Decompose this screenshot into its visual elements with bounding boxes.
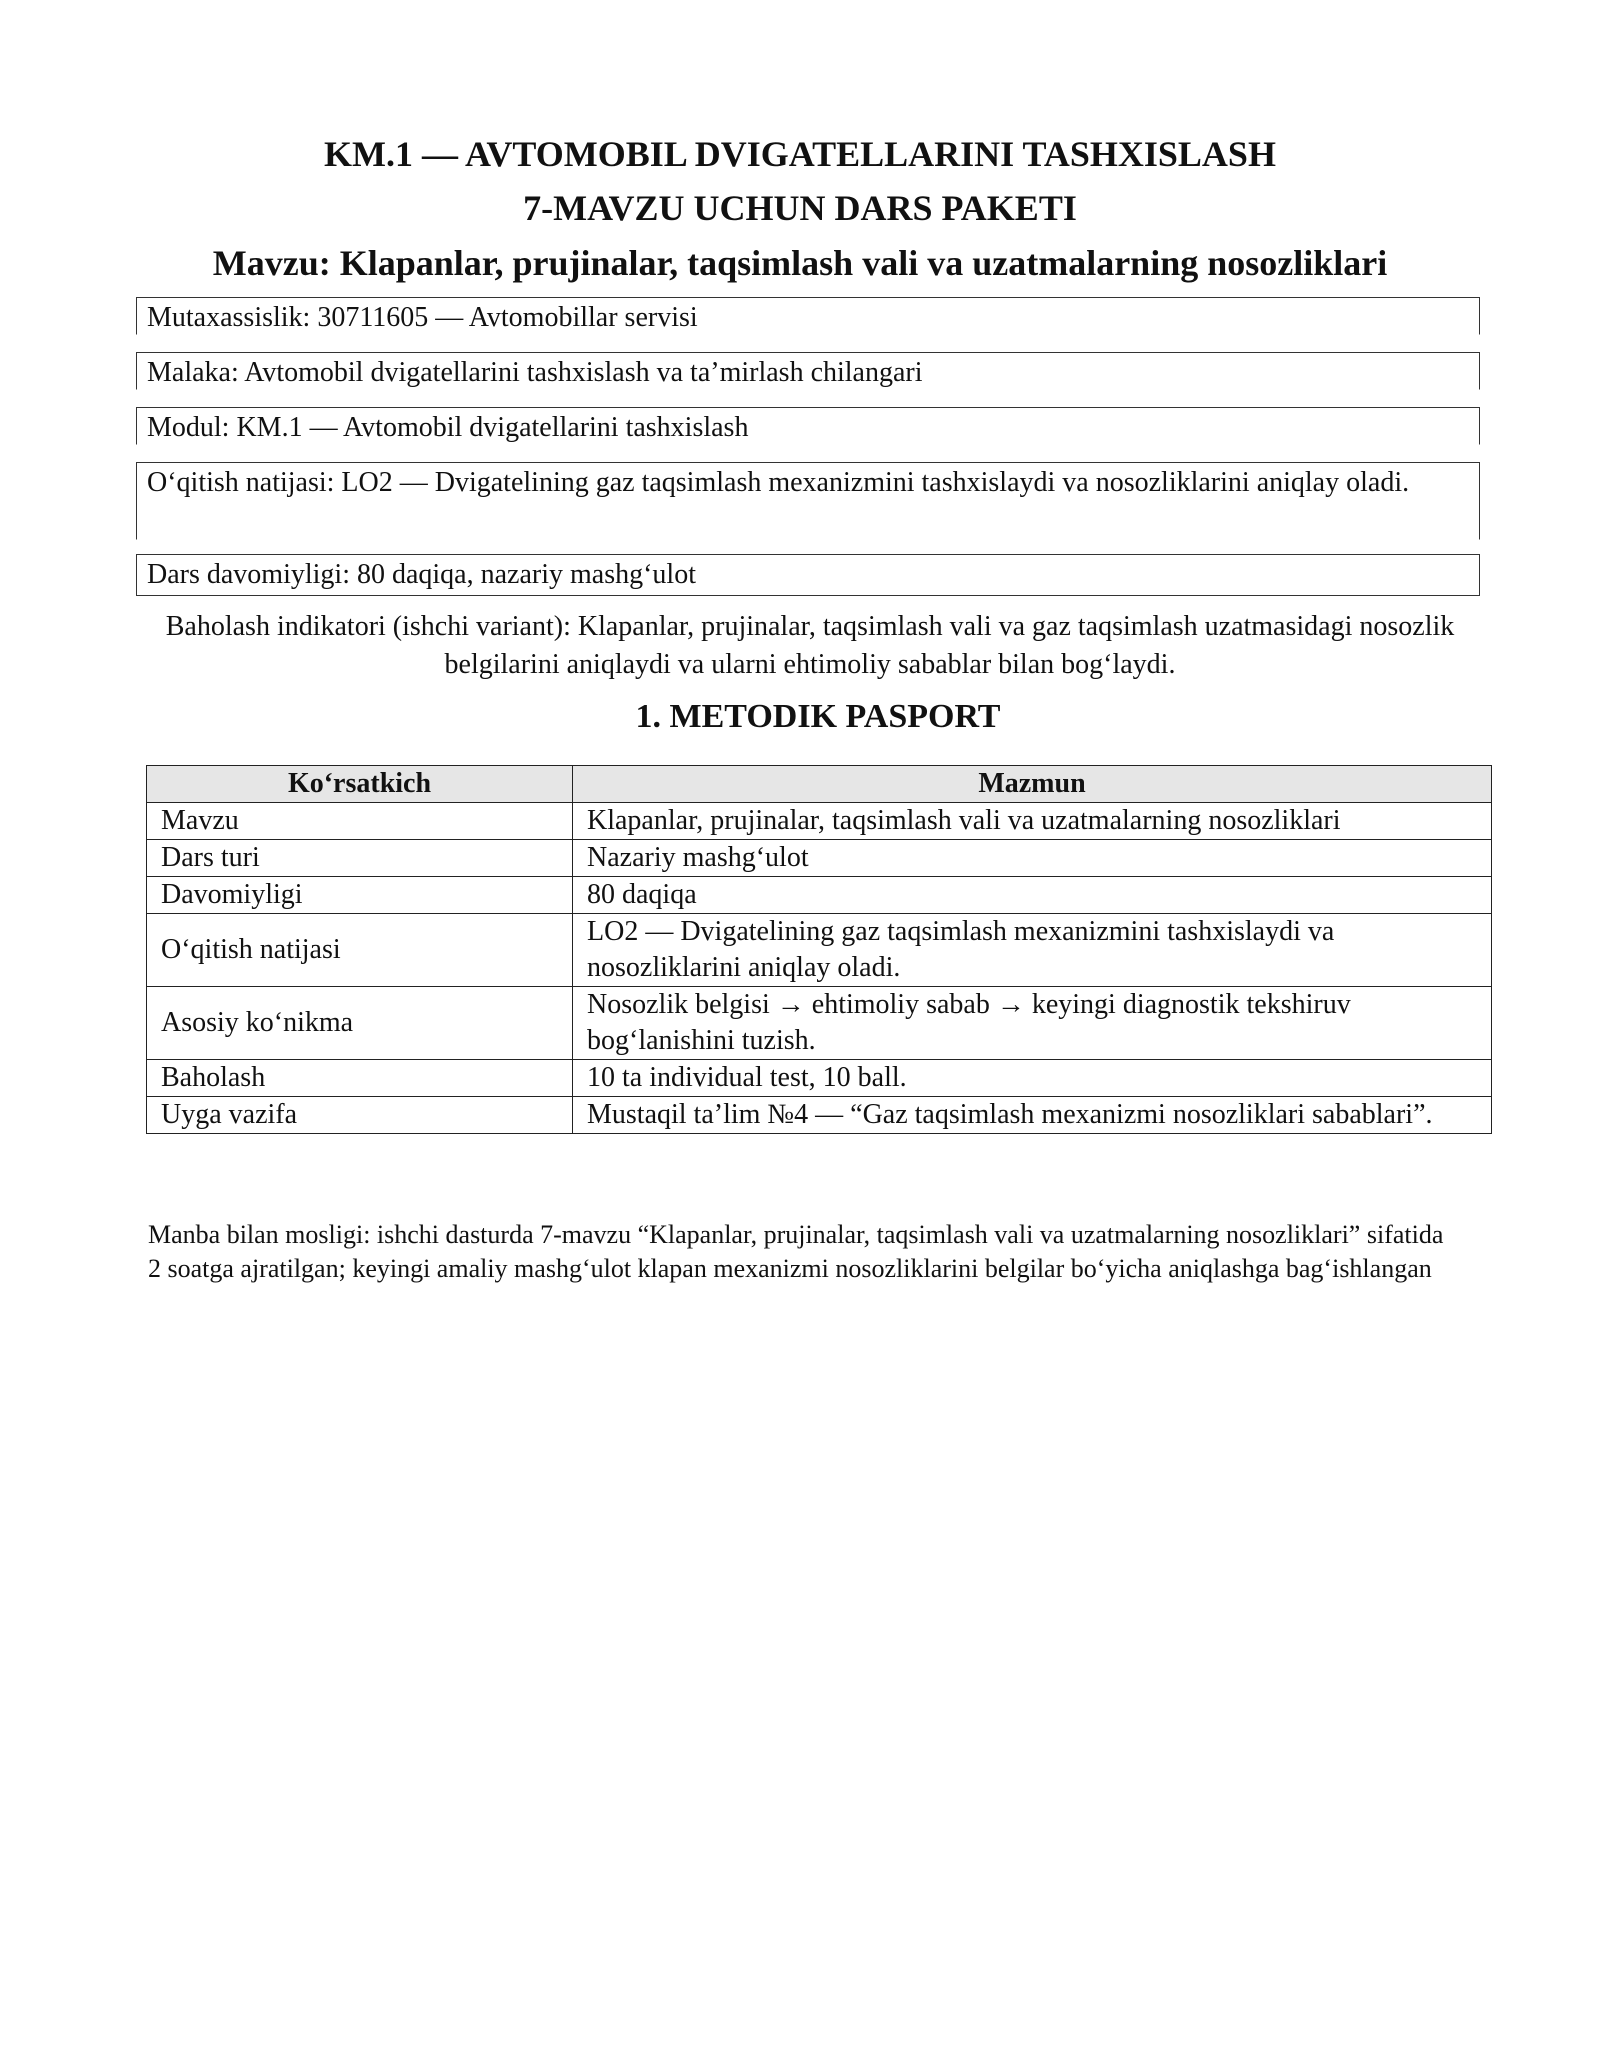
table-cell-value: 10 ta individual test, 10 ball. xyxy=(573,1060,1492,1097)
table-cell-label: Uyga vazifa xyxy=(147,1097,573,1134)
section-heading: 1. METODIK PASPORT xyxy=(635,698,1001,735)
table-header-row xyxy=(147,766,1492,803)
document-title: KM.1 — AVTOMOBIL DVIGATELLARINI TASHXISLASH xyxy=(324,134,1276,174)
assessment-indicator: Baholash indikatori (ishchi variant): Klapanlar, prujinalar, taqsimlash vali va gaz taqsimlash uzatmasidagi nosozlik belgilarini aniqlaydi va ularni ehtimoliy sabablar bilan bog‘laydi. xyxy=(165,611,1455,680)
methodic-passport-table xyxy=(146,765,1492,1134)
qualification-box: Malaka: Avtomobil dvigatellarini tashxislash va ta’mirlash chilangari xyxy=(136,352,1480,390)
table-cell-label: Baholash xyxy=(147,1060,573,1097)
document-subtitle: 7-MAVZU UCHUN DARS PAKETI xyxy=(523,188,1077,228)
table-row xyxy=(147,803,1492,840)
table-row xyxy=(147,987,1492,1060)
table-row xyxy=(147,1060,1492,1097)
table-cell-value: Klapanlar, prujinalar, taqsimlash vali va uzatmalarning nosozliklari xyxy=(573,803,1492,840)
table-cell-value: 80 daqiqa xyxy=(573,877,1492,914)
table-cell-label: Asosiy ko‘nikma xyxy=(147,987,573,1060)
table-row xyxy=(147,914,1492,987)
learning-outcome-box: O‘qitish natijasi: LO2 — Dvigatelining gaz taqsimlash mexanizmini tashxislaydi va nosozliklarini aniqlay oladi. xyxy=(136,462,1480,540)
table-cell-label: O‘qitish natijasi xyxy=(147,914,573,987)
column-header-content: Mazmun xyxy=(573,766,1492,803)
lesson-duration-box: Dars davomiyligi: 80 daqiqa, nazariy mashg‘ulot xyxy=(136,554,1480,596)
table-row xyxy=(147,877,1492,914)
table-row xyxy=(147,840,1492,877)
topic-title: Mavzu: Klapanlar, prujinalar, taqsimlash vali va uzatmalarning nosozliklari xyxy=(212,243,1388,283)
table-cell-label: Dars turi xyxy=(147,840,573,877)
table-cell-value: Nosozlik belgisi → ehtimoliy sabab → keyingi diagnostik tekshiruv bog‘lanishini tuzish. xyxy=(573,987,1492,1060)
module-box: Modul: KM.1 — Avtomobil dvigatellarini tashxislash xyxy=(136,407,1480,445)
table-row xyxy=(147,1097,1492,1134)
table-cell-label: Davomiyligi xyxy=(147,877,573,914)
column-header-indicator: Ko‘rsatkich xyxy=(147,766,573,803)
source-note: Manba bilan mosligi: ishchi dasturda 7-mavzu “Klapanlar, prujinalar, taqsimlash vali va uzatmalarning nosozliklari” sifatida 2 soatga ajratilgan; keyingi amaliy mashg‘ulot klapan mexanizmi nosozliklarini belgilar bo‘yicha aniqlashga bag‘ishlangan xyxy=(148,1220,1444,1283)
table-cell-label: Mavzu xyxy=(147,803,573,840)
table-cell-value: Mustaqil ta’lim №4 — “Gaz taqsimlash mexanizmi nosozliklari sabablari”. xyxy=(573,1097,1492,1134)
table-cell-value: LO2 — Dvigatelining gaz taqsimlash mexanizmini tashxislaydi va nosozliklarini aniqlay oladi. xyxy=(573,914,1492,987)
table-cell-value: Nazariy mashg‘ulot xyxy=(573,840,1492,877)
specialty-box: Mutaxassislik: 30711605 — Avtomobillar servisi xyxy=(136,297,1480,335)
